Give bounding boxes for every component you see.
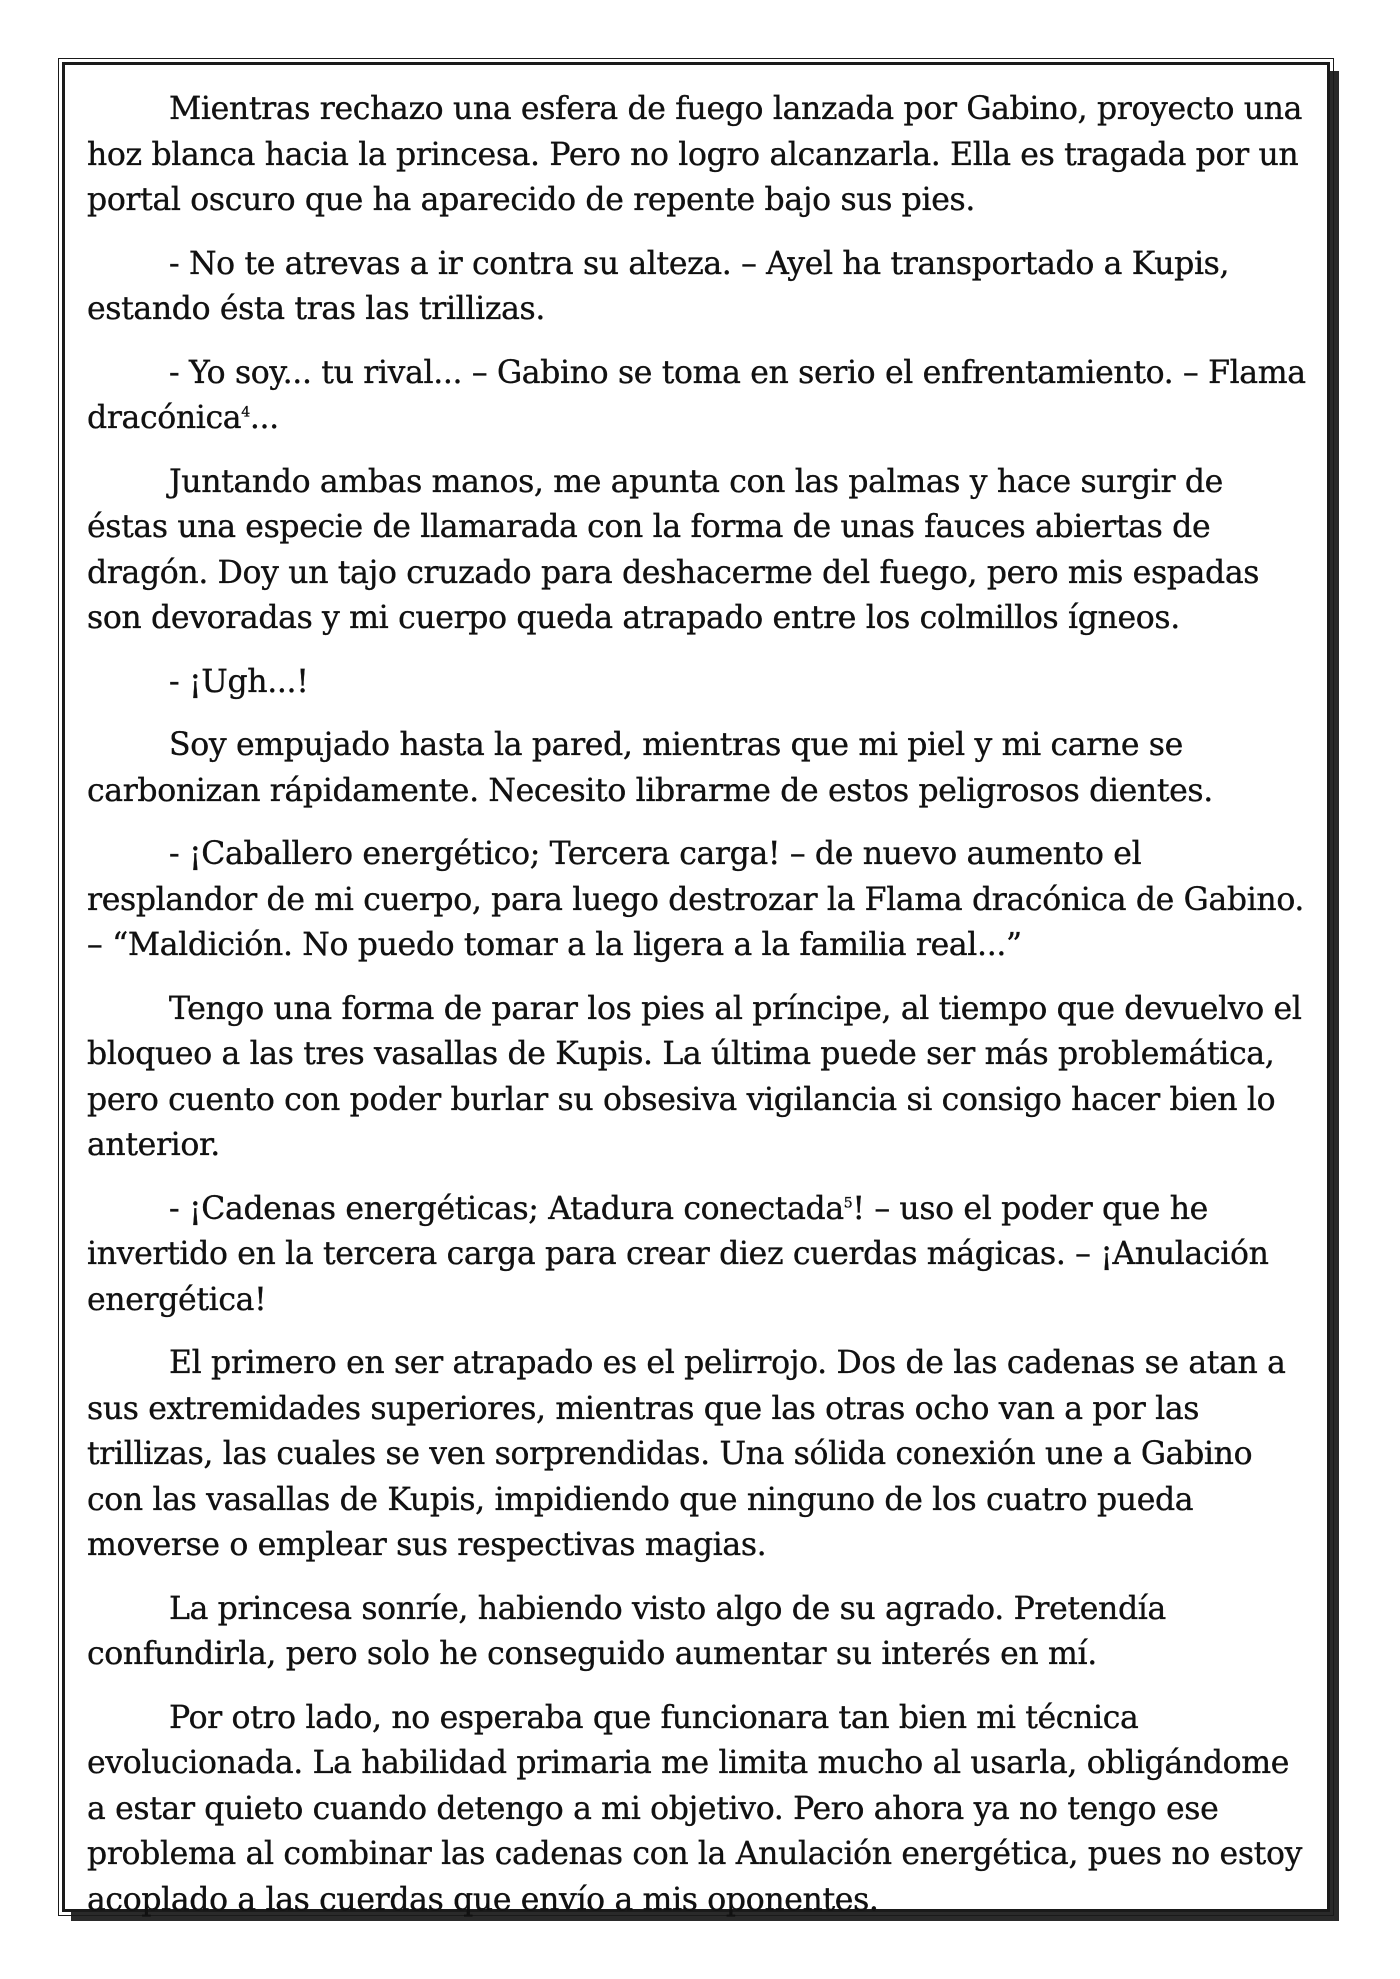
paragraph-2: - No te atrevas a ir contra su alteza. – Ayel ha transportado a Kupis, estando ésta tras las trillizas.	[87, 245, 1230, 327]
paragraph-11: La princesa sonríe, habiendo visto algo de su agrado. Pretendía confundirla, pero solo he conseguido aumentar su interés en mí.	[87, 1590, 1166, 1672]
footnote-marker-5: 5	[843, 1195, 853, 1211]
paragraph-10: El primero en ser atrapado es el pelirrojo. Dos de las cadenas se atan a sus extremidades superiores, mientras que las otras ocho van a por las trillizas, las cuales se ven sorprendidas. Una sólida conexión une a Gabino con las vasallas de Kupis, impidiendo que ninguno de los cuatro pueda moverse o emplear sus respectivas magias.	[87, 1345, 1286, 1563]
paragraph-9: - ¡Cadenas energéticas; Atadura conectada$^5$! – uso el poder que he invertido en la tercera carga para crear diez cuerdas mágicas. – ¡Anulación energética!	[87, 1190, 1269, 1318]
paragraph-8: Tengo una forma de parar los pies al príncipe, al tiempo que devuelvo el bloqueo a las tres vasallas de Kupis. La última puede ser más problemática, pero cuento con poder burlar su obsesiva vigilancia si consigo hacer bien lo anterior.	[87, 990, 1302, 1163]
paragraph-6: Soy empujado hasta la pared, mientras que mi piel y mi carne se carbonizan rápidamente. Necesito librarme de estos peligrosos dientes.	[87, 727, 1213, 809]
paragraph-5: - ¡Ugh...!	[169, 663, 309, 700]
paragraph-7: - ¡Caballero energético; Tercera carga! – de nuevo aumento el resplandor de mi cuerpo, para luego destrozar la Flama dracónica de Gabino. – “Maldición. No puedo tomar a la ligera a la familia real...”	[87, 836, 1305, 963]
paragraph-12: Por otro lado, no esperaba que funcionara tan bien mi técnica evolucionada. La habilidad primaria me limita mucho al usarla, obligándome a estar quieto cuando detengo a mi objetivo. Pero ahora ya no tengo ese problema al combinar las cadenas con la Anulación energética, pues no estoy acoplado a las cuerdas que envío a mis oponentes.	[87, 1699, 1303, 1918]
paragraph-1: Mientras rechazo una esfera de fuego lanzada por Gabino, proyecto una hoz blanca hacia la princesa. Pero no logro alcanzarla. Ella es tragada por un portal oscuro que ha aparecido de repente bajo sus pies.	[87, 91, 1303, 218]
text-body	[87, 87, 1307, 1941]
page-frame	[62, 62, 1330, 1918]
paragraph-4: Juntando ambas manos, me apunta con las palmas y hace surgir de éstas una especie de llamarada con la forma de unas fauces abiertas de dragón. Doy un tajo cruzado para deshacerme del fuego, pero mis espadas son devoradas y mi cuerpo queda atrapado entre los colmillos ígneos.	[87, 463, 1260, 636]
footnote-marker-4: 4	[241, 404, 250, 421]
paragraph-3: - Yo soy... tu rival... – Gabino se toma en serio el enfrentamiento. – Flama dracónica$^4$...	[87, 354, 1306, 436]
